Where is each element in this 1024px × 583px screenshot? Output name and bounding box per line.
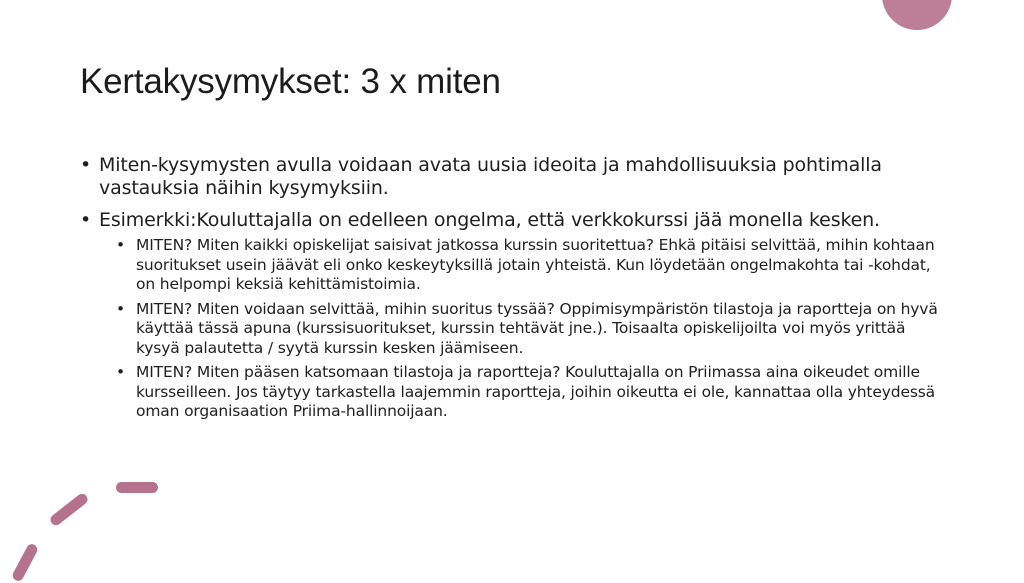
decorative-dash <box>48 492 89 528</box>
bullet-text: Esimerkki:Kouluttajalla on edelleen ongelma, että verkkokurssi jää monella kesken. <box>99 209 880 231</box>
bullet-icon: • <box>116 236 125 254</box>
bullet-icon: • <box>80 154 92 176</box>
bullet-icon: • <box>116 363 125 381</box>
sub-bullet-item <box>116 363 940 422</box>
bullet-list <box>80 154 940 422</box>
decorative-dash <box>11 542 39 582</box>
slide-content <box>80 154 940 431</box>
decorative-dash <box>116 482 158 493</box>
bullet-item <box>80 209 940 422</box>
bullet-item <box>80 154 940 200</box>
decorative-circle <box>882 0 952 30</box>
bullet-icon: • <box>116 299 125 318</box>
bullet-text: Miten-kysymysten avulla voidaan avata uusia ideoita ja mahdollisuuksia pohtimalla vastauksia näihin kysymyksiin. <box>99 154 882 199</box>
sub-bullet-item <box>116 236 940 295</box>
sub-bullet-text: MITEN? Miten voidaan selvittää, mihin suoritus tyssää? Oppimisympäristön tilastoja ja raportteja on hyvä käyttää tässä apuna (kurssisuoritukset, kurssin tehtävät jne.). Toisaalta opiskelijoilta voi myös yrittää kysyä palautetta / syytä kurssin kesken jäämiseen. <box>136 299 938 357</box>
sub-bullet-text: MITEN? Miten pääsen katsomaan tilastoja ja raportteja? Kouluttajalla on Priimassa aina oikeudet omille kursseilleen. Jos täytyy tarkastella laajemmin raportteja, joihin oikeutta ei ole, kannattaa olla yhteydessä oman organisaation Priima-hallinnoijaan. <box>136 363 936 420</box>
sub-bullet-item <box>116 300 940 359</box>
slide-title: Kertakysymykset: 3 x miten <box>80 62 501 101</box>
sub-bullet-text: MITEN? Miten kaikki opiskelijat saisivat jatkossa kurssin suoritettua? Ehkä pitäisi selvittää, mihin kohtaan suoritukset usein jäävät eli onko keskeytyksillä jotain yhteistä. Kun löydetään ongelmakohta tai -kohdat, on helpompi keksiä kehittämistoimia. <box>136 236 935 293</box>
bullet-icon: • <box>80 209 92 231</box>
sub-bullet-list <box>116 236 940 422</box>
